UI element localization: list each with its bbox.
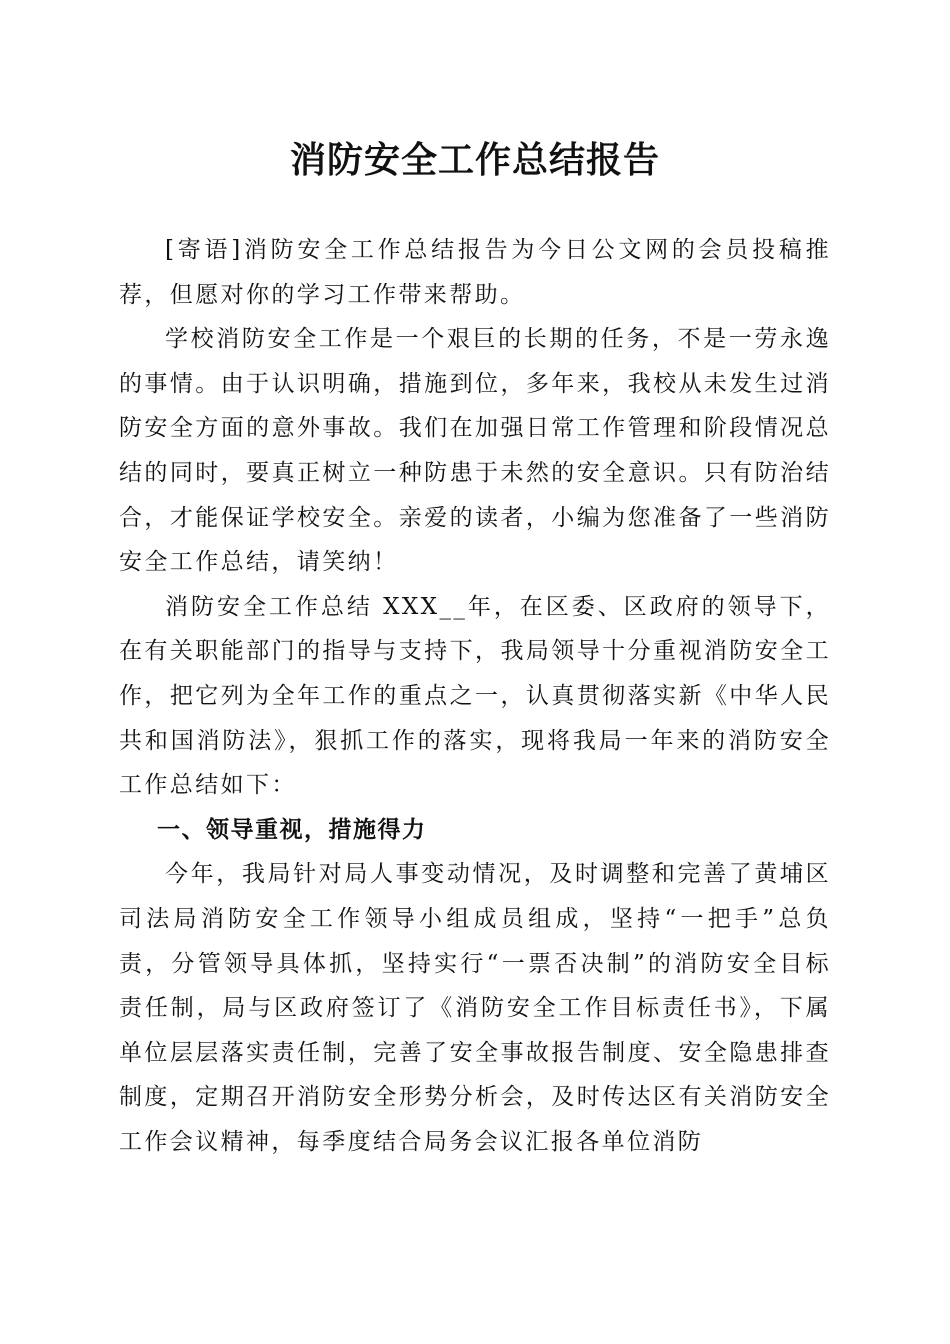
background-paragraph: 学校消防安全工作是一个艰巨的长期的任务，不是一劳永逸的事情。由于认识明确，措施到位，多年来，我校从未发生过消防安全方面的意外事故。我们在加强日常工作管理和阶段情况总结的同时，要真正树立一种防患于未然的安全意识。只有防治结合，才能保证学校安全。亲爱的读者，小编为您准备了一些消防安全工作总结，请笑纳！ bbox=[119, 326, 831, 576]
document-body bbox=[119, 228, 831, 1164]
intro-paragraph: [寄语]消防安全工作总结报告为今日公文网的会员投稿推荐，但愿对你的学习工作带来帮助。 bbox=[119, 237, 831, 308]
section-paragraph: 今年，我局针对局人事变动情况，及时调整和完善了黄埔区司法局消防安全工作领导小组成员组成，坚持“一把手”总负责，分管领导具体抓，坚持实行“一票否决制”的消防安全目标责任制，局与区政府签订了《消防安全工作目标责任书》，下属单位层层落实责任制，完善了安全事故报告制度、安全隐患排查制度，定期召开消防安全形势分析会，及时传达区有关消防安全工作会议精神，每季度结合局务会议汇报各单位消防 bbox=[119, 861, 831, 1155]
section-heading: 一、领导重视，措施得力 bbox=[157, 816, 427, 843]
summary-paragraph: 消防安全工作总结 XXX__年，在区委、区政府的领导下，在有关职能部门的指导与支持下，我局领导十分重视消防安全工作，把它列为全年工作的重点之一，认真贯彻落实新《中华人民共和国消防法》，狠抓工作的落实，现将我局一年来的消防安全工作总结如下： bbox=[119, 593, 831, 799]
document-title: 消防安全工作总结报告 bbox=[289, 139, 660, 181]
